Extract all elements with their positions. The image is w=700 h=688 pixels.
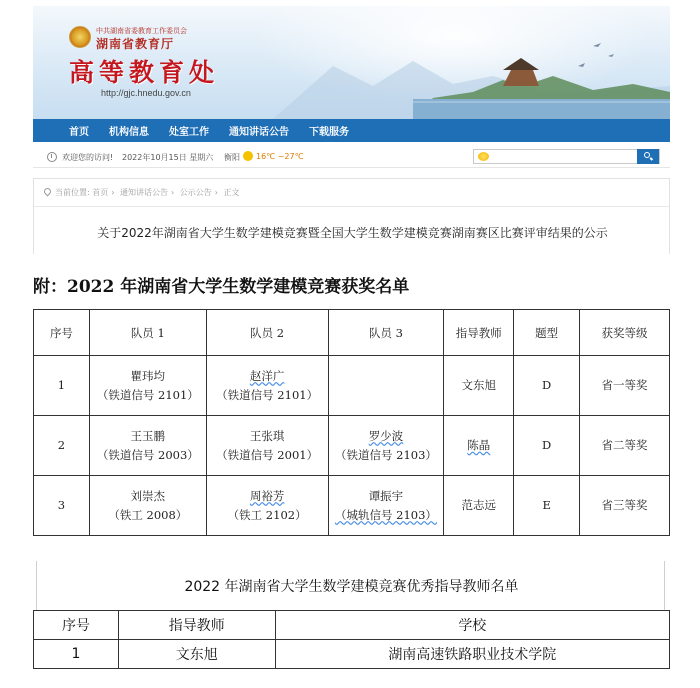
teacher-list-heading: 2022 年湖南省大学生数学建模竞赛优秀指导教师名单: [184, 579, 519, 595]
member-name: 瞿玮均: [130, 368, 166, 383]
search-input[interactable]: [476, 151, 621, 162]
award-level-cell: 省二等奖: [580, 416, 670, 476]
national-emblem-icon: [69, 26, 91, 48]
member-class: （铁工 2102）: [227, 507, 307, 522]
header-banner: [33, 6, 670, 119]
breadcrumb-item-home[interactable]: 首页: [92, 188, 109, 197]
search-button[interactable]: [637, 149, 659, 164]
column-header: 序号: [34, 611, 119, 640]
member-cell: [206, 356, 328, 416]
breadcrumb: [55, 187, 240, 198]
teacher-cell: 文东旭: [118, 640, 275, 669]
member-name: 赵洋广: [249, 368, 285, 383]
article-title: 关于2022年湖南省大学生数学建模竞赛暨全国大学生数学建模竞赛湖南赛区比赛评审结果的公示: [97, 226, 608, 240]
member-name: 周裕芳: [249, 488, 285, 503]
search-icon: [644, 152, 650, 158]
table-header-row: [34, 310, 670, 356]
member-name: 王张琪: [249, 428, 285, 443]
column-header: 获奖等级: [580, 310, 670, 356]
site-title: 高等教育处: [69, 58, 220, 87]
member-class: （铁道信号 2101）: [216, 387, 319, 402]
problem-type-cell: D: [514, 416, 580, 476]
column-header: 序号: [34, 310, 90, 356]
teacher-cell: 文东旭: [444, 356, 514, 416]
member-cell: [89, 476, 206, 536]
column-header: 指导教师: [118, 611, 275, 640]
article-header: [33, 206, 670, 254]
nav-item-organization[interactable]: 机构信息: [109, 127, 149, 138]
teacher-name: 陈晶: [467, 438, 491, 452]
member-class: （铁道信号 2101）: [96, 387, 199, 402]
weather-temperature: 16℃ ~27℃: [256, 152, 304, 161]
column-header: 指导教师: [444, 310, 514, 356]
member-name: 王玉鹏: [130, 428, 166, 443]
award-list-heading: 附：2022 年湖南省大学生数学建模竞赛获奖名单: [33, 277, 410, 297]
member-name: 刘崇杰: [130, 488, 166, 503]
member-class: （铁道信号 2103）: [334, 447, 437, 462]
breadcrumb-bar: [33, 178, 670, 206]
column-header: 学校: [275, 611, 669, 640]
teacher-cell: 范志远: [444, 476, 514, 536]
table-row: [34, 416, 670, 476]
member-name: 谭振宇: [368, 488, 404, 503]
row-number: 3: [34, 476, 90, 536]
breadcrumb-separator: ›: [111, 188, 115, 197]
column-header: 队员 1: [89, 310, 206, 356]
search-box: [473, 149, 660, 164]
nav-item-home[interactable]: 首页: [69, 127, 89, 138]
breadcrumb-item-notices[interactable]: 通知讲话公告: [120, 188, 168, 197]
table-header-row: [34, 611, 670, 640]
member-cell: [206, 476, 328, 536]
member-class: （铁工 2008）: [108, 507, 188, 522]
table-row: [34, 640, 670, 669]
row-number: 1: [34, 640, 119, 669]
weather-city: 衡阳: [224, 153, 240, 162]
member-class: （铁道信号 2001）: [216, 447, 319, 462]
welcome-bar: [33, 146, 670, 168]
nav-item-work[interactable]: 处室工作: [169, 127, 209, 138]
teacher-table: [33, 610, 670, 669]
member-cell: [328, 356, 444, 416]
column-header: 队员 3: [328, 310, 444, 356]
member-cell: [328, 416, 444, 476]
member-class: （铁道信号 2003）: [96, 447, 199, 462]
problem-type-cell: D: [514, 356, 580, 416]
breadcrumb-separator: ›: [214, 188, 218, 197]
org-name: 湖南省教育厅: [96, 37, 175, 51]
main-nav: [33, 119, 670, 142]
clock-icon: [47, 152, 57, 162]
award-table: [33, 309, 670, 536]
member-cell: [206, 416, 328, 476]
member-class: （城轨信号 2103）: [334, 507, 437, 522]
member-cell: [89, 416, 206, 476]
site-url: http://gjc.hnedu.gov.cn: [101, 88, 191, 98]
table-row: [34, 356, 670, 416]
member-cell: [89, 356, 206, 416]
breadcrumb-item-current: 正文: [223, 188, 240, 197]
current-date: 2022年10月15日 星期六: [122, 153, 214, 162]
member-name: 罗少波: [368, 428, 404, 443]
school-cell: 湖南高速铁路职业技术学院: [275, 640, 669, 669]
column-header: 题型: [514, 310, 580, 356]
row-number: 1: [34, 356, 90, 416]
breadcrumb-separator: ›: [171, 188, 175, 197]
org-subtitle: 中共湖南省委教育工作委员会: [96, 27, 187, 35]
nav-item-downloads[interactable]: 下载服务: [309, 127, 349, 138]
problem-type-cell: E: [514, 476, 580, 536]
column-header: 队员 2: [206, 310, 328, 356]
nav-item-notices[interactable]: 通知讲话公告: [229, 127, 289, 138]
member-cell: [328, 476, 444, 536]
breadcrumb-prefix: 当前位置:: [55, 188, 90, 197]
award-level-cell: 省一等奖: [580, 356, 670, 416]
welcome-greeting: 欢迎您的访问!: [62, 153, 114, 162]
award-level-cell: 省三等奖: [580, 476, 670, 536]
breadcrumb-item-announcements[interactable]: 公示公告: [179, 188, 212, 197]
teacher-cell: [444, 416, 514, 476]
location-pin-icon: [43, 187, 53, 197]
row-number: 2: [34, 416, 90, 476]
sun-icon: [243, 151, 253, 161]
table-row: [34, 476, 670, 536]
